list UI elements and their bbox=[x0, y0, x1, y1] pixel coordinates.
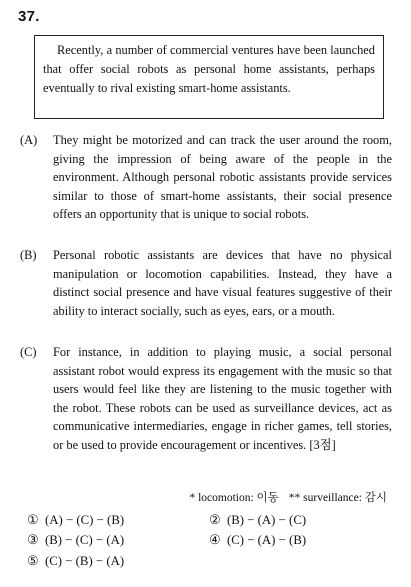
choice-4[interactable] bbox=[209, 533, 306, 548]
choice-3[interactable] bbox=[27, 533, 124, 548]
choice-4-number: ④ bbox=[209, 533, 221, 547]
question-number: 37. bbox=[18, 8, 40, 25]
choice-2-number: ② bbox=[209, 513, 221, 527]
choice-5-text: (C) − (B) − (A) bbox=[45, 554, 125, 568]
choice-2[interactable] bbox=[209, 513, 306, 528]
paragraph-a-label: (A) bbox=[20, 133, 38, 147]
footnote bbox=[189, 489, 387, 505]
choice-1-text: (A) − (C) − (B) bbox=[45, 513, 125, 527]
footnote-surveillance: ** surveillance: 감시 bbox=[288, 492, 387, 504]
choice-3-number: ③ bbox=[27, 533, 39, 547]
paragraph-b-label: (B) bbox=[20, 248, 37, 262]
choice-5[interactable] bbox=[27, 554, 124, 569]
paragraph-a bbox=[20, 131, 392, 224]
footnote-locomotion: * locomotion: 이동 bbox=[189, 492, 279, 504]
paragraph-c-text: For instance, in addition to playing music, a social personal assistant robot would express its engagement with the music so that users would feel like they are listening to the music together with the robot. These robots can be used as surveillance devices, act as communicative intermediaries, engage in richer games, tell stories, or be used to provide encouragement or incentives. [3점] bbox=[53, 345, 392, 452]
choice-3-text: (B) − (C) − (A) bbox=[45, 533, 125, 547]
paragraph-b bbox=[20, 246, 392, 320]
intro-passage-box bbox=[34, 35, 384, 119]
choice-2-text: (B) − (A) − (C) bbox=[227, 513, 307, 527]
choice-5-number: ⑤ bbox=[27, 554, 39, 568]
choice-4-text: (C) − (A) − (B) bbox=[227, 533, 307, 547]
paragraph-b-text: Personal robotic assistants are devices that have no physical manipulation or locomotion capabilities. Instead, they have a distinct social presence and have visual features suggestive of their ability to interact socially, such as eyes, ears, or a mouth. bbox=[53, 248, 392, 318]
paragraph-a-text: They might be motorized and can track the user around the room, giving the impression of being aware of the people in the environment. Although personal robotic assistants provide services similar to those of smart-home assistants, their social presence offers an opportunity that is unique to social robots. bbox=[53, 133, 392, 221]
paragraph-c-label: (C) bbox=[20, 345, 37, 359]
intro-passage-text: Recently, a number of commercial ventures have been launched that offer social robots as personal home assistants, perhaps eventually to rival existing smart-home assistants. bbox=[43, 43, 375, 95]
choice-1-number: ① bbox=[27, 513, 39, 527]
choice-1[interactable] bbox=[27, 513, 124, 528]
paragraph-c bbox=[20, 343, 392, 454]
